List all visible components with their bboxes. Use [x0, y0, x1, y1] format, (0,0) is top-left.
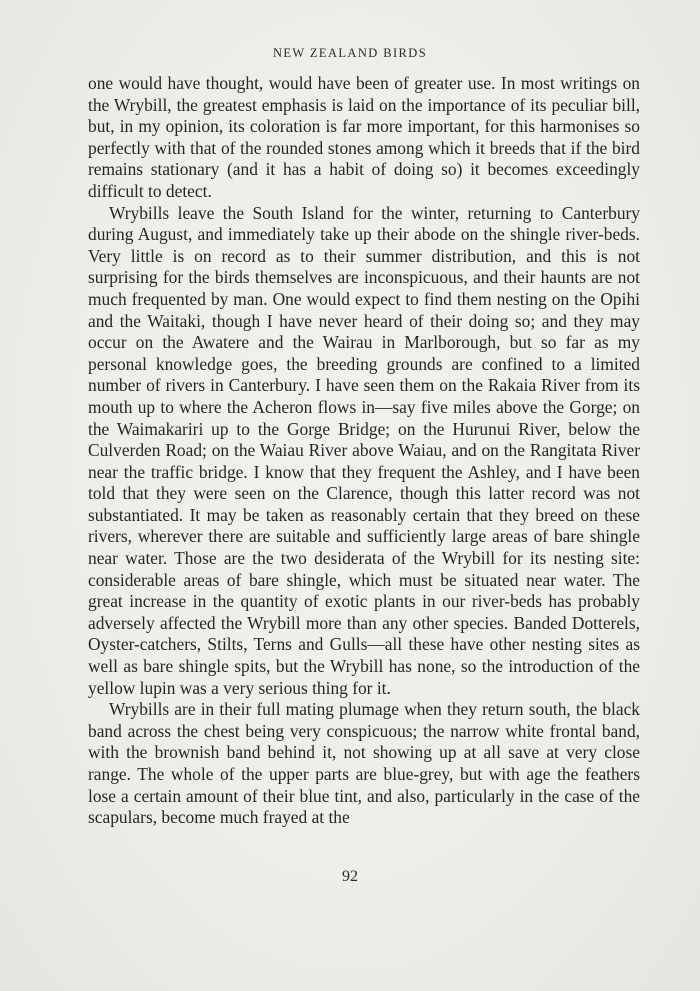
page-number: 92 — [342, 868, 358, 885]
paragraph: Wrybills are in their full mating plumage when they return south, the black band across the chest being very conspicuous; the narrow white frontal band, with the brownish band behind it, not showing up at all save at very close range. The whole of the upper parts are blue-grey, but with age the feathers lose a certain amount of their blue tint, and also, particularly in the case of the scapulars, become much frayed at the — [88, 699, 640, 828]
running-head: NEW ZEALAND BIRDS — [272, 46, 428, 60]
paragraph: Wrybills leave the South Island for the winter, returning to Canterbury during August, and immediately take up their abode on the shingle river-beds. Very little is on record as to their summer distribution, and this is not surprising for the birds themselves are inconspicuous, and their haunts are not much frequented by man. One would expect to find them nesting on the Opihi and the Waitaki, though I have never heard of their doing so; and they may occur on the Awatere and the Wairau in Marlborough, but so far as my personal knowledge goes, the breeding grounds are confined to a limited number of rivers in Canterbury. I have seen them on the Rakaia River from its mouth up to where the Acheron flows in—say five miles above the Gorge; on the Waimakariri up to the Gorge Bridge; on the Hurunui River, below the Culverden Road; on the Waiau River above Waiau, and on the Rangitata River near the traffic bridge. I know that they frequent the Ashley, and I have been told that they were seen on the Clarence, though this latter record was not substantiated. It may be taken as reasonably certain that they breed on these rivers, wherever there are suitable and sufficiently large areas of bare shingle near water. Those are the two desiderata of the Wrybill for its nesting site: considerable areas of bare shingle, which must be situated near water. The great increase in the quantity of exotic plants in our river-beds has probably adversely affected the Wrybill more than any other species. Banded Dotterels, Oyster-catchers, Stilts, Terns and Gulls—all these have other nesting sites as well as bare shingle spits, but the Wrybill has none, so the introduction of the yellow lupin was a very serious thing for it. — [88, 202, 640, 698]
body-text — [88, 73, 640, 829]
paragraph: one would have thought, would have been of greater use. In most writings on the Wrybill, the greatest emphasis is laid on the importance of its peculiar bill, but, in my opinion, its coloration is far more important, for this harmonises so perfectly with that of the rounded stones among which it breeds that if the bird remains stationary (and it has a habit of doing so) it becomes exceedingly difficult to detect. — [88, 73, 640, 201]
